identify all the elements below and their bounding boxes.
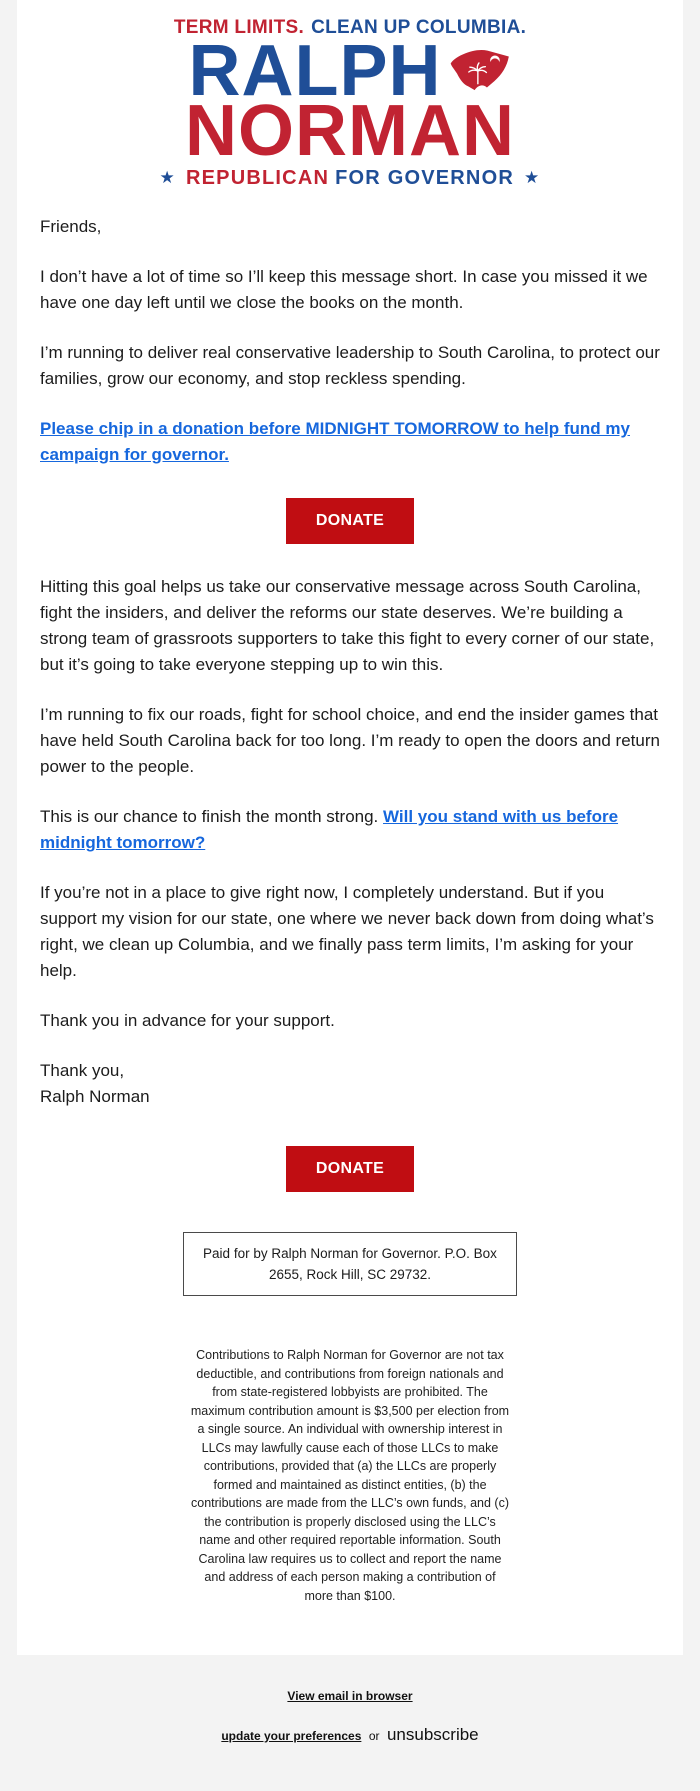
preferences-row	[0, 1725, 700, 1745]
paid-for-disclaimer-box: Paid for by Ralph Norman for Governor. P.O. Box 2655, Rock Hill, SC 29732.	[183, 1232, 517, 1296]
paragraph-donate-link	[40, 416, 660, 468]
logo-subtitle-for-governor: FOR GOVERNOR	[335, 167, 514, 189]
logo-last-name: NORMAN	[185, 91, 515, 171]
chip-in-donation-link[interactable]: Please chip in a donation before MIDNIGHT TOMORROW to help fund my campaign for governor.	[40, 419, 630, 464]
letter-body	[40, 214, 660, 1192]
signoff-name: Ralph Norman	[40, 1087, 150, 1106]
logo-first-name: RALPH	[188, 31, 442, 111]
logo-subtitle	[40, 166, 660, 190]
donate-button[interactable]: DONATE	[286, 498, 414, 544]
paragraph-4: I’m running to fix our roads, fight for school choice, and end the insider games that have held South Carolina back for too long. I’m ready to open the doors and return power to the people.	[40, 705, 660, 776]
logo-tagline-clean-up: CLEAN UP COLUMBIA.	[311, 17, 527, 38]
footer-or-text: or	[368, 1729, 380, 1743]
view-in-browser-row	[0, 1687, 700, 1705]
greeting: Friends,	[40, 217, 102, 236]
paragraph-2: I’m running to deliver real conservative leadership to South Carolina, to protect our families, grow our economy, and stop reckless spending.	[40, 343, 660, 388]
view-email-in-browser-link[interactable]: View email in browser	[287, 1689, 413, 1703]
email-footer	[0, 1655, 700, 1791]
paragraph-1: I don’t have a lot of time so I’ll keep this message short. In case you missed it we have one day left until we close the books on the month.	[40, 267, 648, 312]
email-card	[17, 0, 683, 1655]
paragraph-5	[40, 804, 660, 856]
signoff	[40, 1058, 660, 1110]
star-icon-right: ★	[523, 168, 541, 187]
unsubscribe-link[interactable]: unsubscribe	[386, 1725, 479, 1744]
donate-button-bottom[interactable]: DONATE	[286, 1146, 414, 1192]
signoff-thank-you: Thank you,	[40, 1061, 125, 1080]
campaign-logo	[40, 12, 660, 190]
logo-subtitle-republican: REPUBLICAN	[186, 167, 330, 189]
logo-tagline-term-limits: TERM LIMITS.	[173, 17, 305, 38]
paragraph-5-text: This is our chance to finish the month strong.	[40, 807, 384, 826]
update-preferences-link[interactable]: update your preferences	[221, 1729, 362, 1743]
paragraph-7: Thank you in advance for your support.	[40, 1011, 335, 1030]
star-icon-left: ★	[159, 168, 176, 187]
stand-with-us-link[interactable]: Will you stand with us before midnight tomorrow?	[40, 807, 619, 852]
contribution-fine-print: Contributions to Ralph Norman for Governor are not tax deductible, and contributions from foreign nationals and from state-registered lobbyists are prohibited. The maximum contribution amount is $3,500 per election from a single source. An individual with ownership interest in LLCs may lawfully cause each of those LLCs to make contributions, provided that (a) the LLCs are properly formed and maintained as distinct entities, (b) the contributions are made from the LLC’s own funds, and (c) the contribution is properly disclosed using the LLC’s name and other required reportable information. South Carolina law requires us to collect and report the name and address of each person making a contribution of more than $100.	[190, 1348, 510, 1603]
paragraph-6: If you’re not in a place to give right now, I completely understand. But if you support my vision for our state, one where we never back down from doing what’s right, we clean up Columbia, and we finally pass term limits, I’m asking for your help.	[40, 883, 654, 980]
paragraph-3: Hitting this goal helps us take our conservative message across South Carolina, fight the insiders, and deliver the reforms our state deserves. We’re building a strong team of grassroots supporters to take this fight to every corner of our state, but it’s going to take everyone stepping up to win this.	[40, 577, 655, 674]
